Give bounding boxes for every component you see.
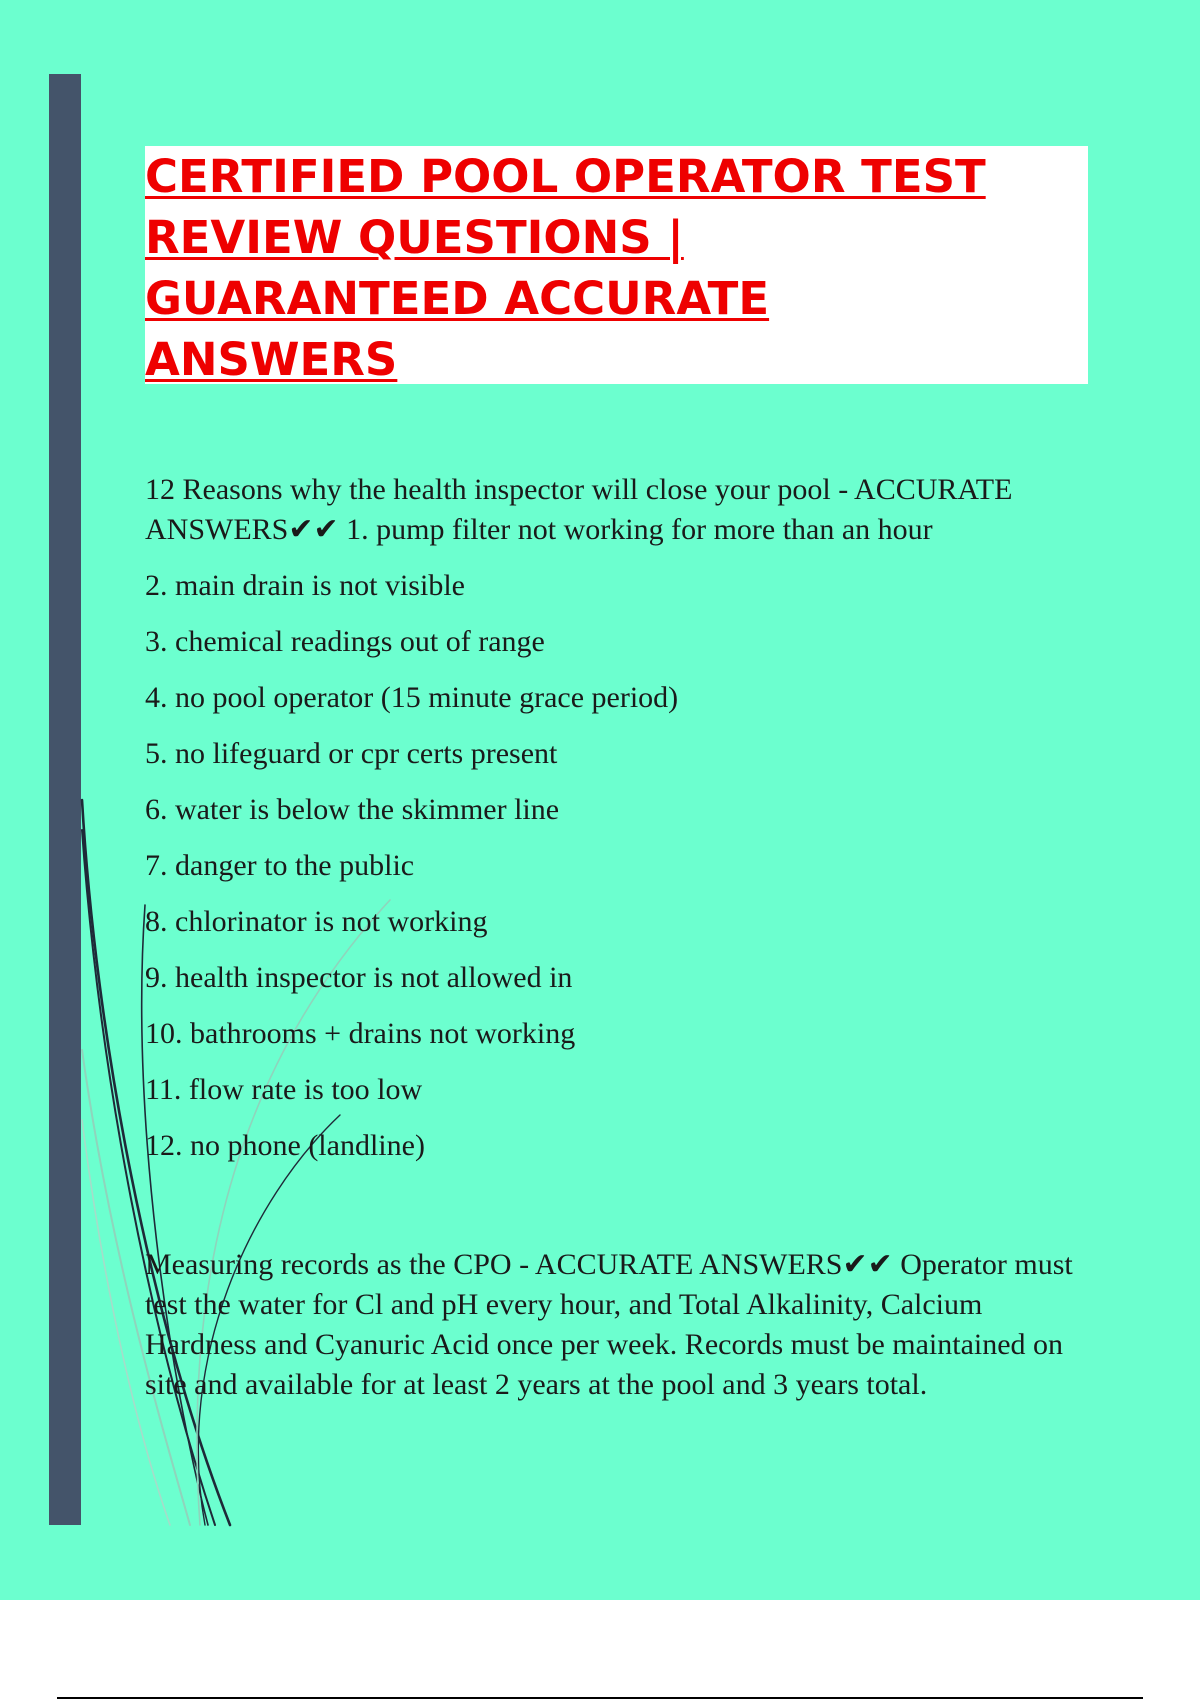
list-item: 12. no phone (landline) — [145, 1129, 425, 1162]
list-item: 8. chlorinator is not working — [145, 905, 488, 938]
title-box — [145, 146, 1088, 384]
question-1-block — [145, 470, 1090, 1182]
list-item: 4. no pool operator (15 minute grace period) — [145, 681, 679, 714]
list-item: 10. bathrooms + drains not working — [145, 1017, 576, 1050]
list-item: 5. no lifeguard or cpr certs present — [145, 737, 558, 770]
list-item: 11. flow rate is too low — [145, 1073, 423, 1106]
list-item: 3. chemical readings out of range — [145, 625, 545, 658]
footer-divider — [57, 1697, 1143, 1699]
decorative-side-bar — [49, 74, 81, 1525]
list-item: 9. health inspector is not allowed in — [145, 961, 573, 994]
question-2-paragraph: Measuring records as the CPO - ACCURATE ANSWERS✔✔ Operator must test the water for Cl and pH every hour, and Total Alkalinity, Calcium Hardness and Cyanuric Acid once per week. Records must be maintained on site and available for at least 2 years at the pool and 3 years total. — [145, 1248, 1073, 1401]
list-item: 7. danger to the public — [145, 849, 415, 882]
document-title: CERTIFIED POOL OPERATOR TEST REVIEW QUESTIONS | GUARANTEED ACCURATE ANSWERS — [145, 150, 986, 386]
question-1-intro: 12 Reasons why the health inspector will close your pool - ACCURATE ANSWERS✔✔ 1. pump filter not working for more than an hour — [145, 473, 1013, 546]
list-item: 2. main drain is not visible — [145, 569, 465, 602]
list-item: 6. water is below the skimmer line — [145, 793, 560, 826]
